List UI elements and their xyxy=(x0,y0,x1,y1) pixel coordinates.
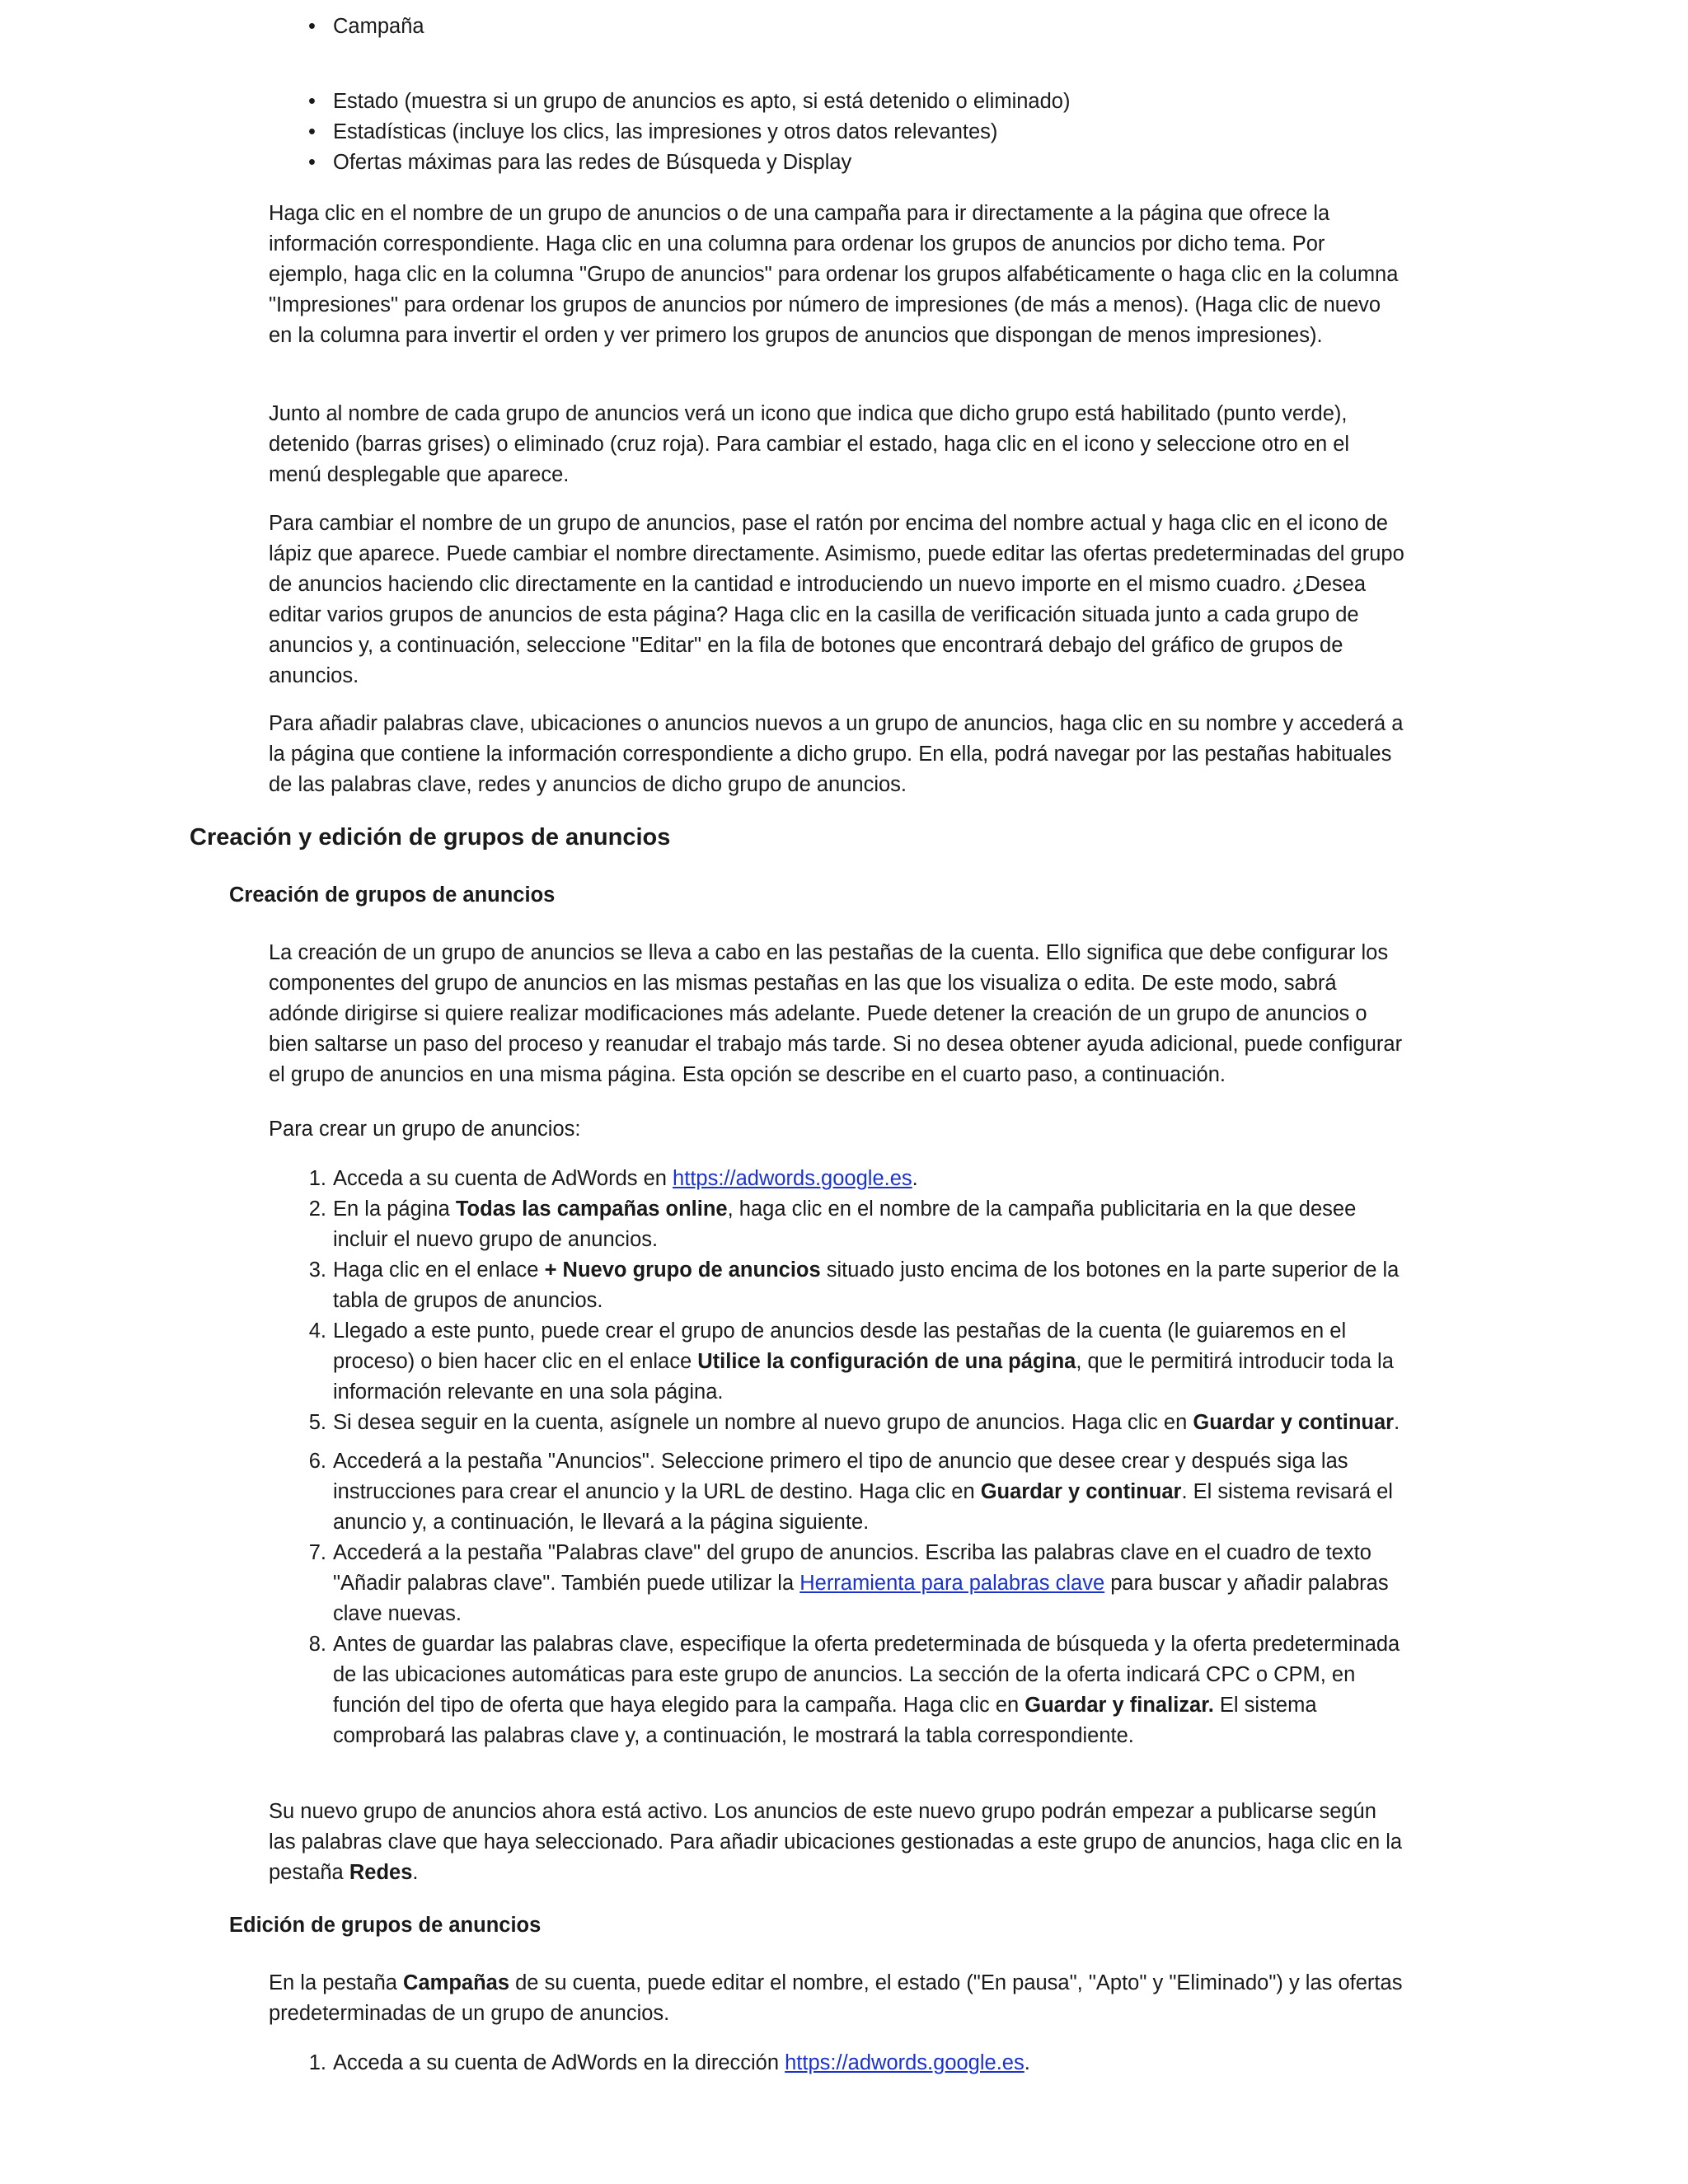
edit-steps xyxy=(269,2048,1406,2079)
creation-steps xyxy=(269,1164,1406,1751)
numbered-step-list xyxy=(269,2048,1406,2079)
paragraph-creation-intro xyxy=(269,938,1406,1090)
list-item: 4. Llegado a este punto, puede crear el grupo de anuncios desde las pestañas de la cuenta (le guiaremos en el proceso) o bien hacer clic en el enlace Utilice la configuración de una página, que le permitirá introducir toda la información relevante en una sola página. xyxy=(308,1319,1394,1404)
paragraph: Junto al nombre de cada grupo de anuncios verá un icono que indica que dicho grupo está habilitado (punto verde), detenido (barras grises) o eliminado (cruz roja). Para cambiar el estado, haga clic en el icono y seleccione otro en el menú desplegable que aparece. xyxy=(269,402,1350,486)
adwords-link[interactable]: https://adwords.google.es xyxy=(785,2051,1025,2074)
paragraph-new-group-active xyxy=(269,1797,1406,1888)
paragraph-create-steps-intro xyxy=(269,1114,1406,1145)
list-item: 1. Acceda a su cuenta de AdWords en https://adwords.google.es. xyxy=(308,1167,918,1190)
paragraph: La creación de un grupo de anuncios se lleva a cabo en las pestañas de la cuenta. Ello significa que debe configurar los componentes del grupo de anuncios en las mismas pestañas en las que los visualiza o edita. De este modo, sabrá adónde dirigirse si quiere realizar modificaciones más adelante. Puede detener la creación de un grupo de anuncios o bien saltarse un paso del proceso y reanudar el trabajo más tarde. Si no desea obtener ayuda adicional, puede configurar el grupo de anuncios en una misma página. Esta opción se describe en el cuarto paso, a continuación. xyxy=(269,941,1403,1086)
list-item: 8. Antes de guardar las palabras clave, especifique la oferta predeterminada de búsqueda y la oferta predeterminada de las ubicaciones automáticas para este grupo de anuncios. La sección de la oferta indicará CPC o CPM, en función del tipo de oferta que haya elegido para la campaña. Haga clic en Guardar y finalizar. El sistema comprobará las palabras clave y, a continuación, le mostrará la tabla correspondiente. xyxy=(308,1633,1400,1747)
list-item: 2. En la página Todas las campañas online, haga clic en el nombre de la campaña publicitaria en la que desee incluir el nuevo grupo de anuncios. xyxy=(308,1197,1357,1251)
list-item: 3. Haga clic en el enlace + Nuevo grupo de anuncios situado justo encima de los botones en la parte superior de la tabla de grupos de anuncios. xyxy=(308,1258,1400,1312)
list-item: 6. Accederá a la pestaña "Anuncios". Seleccione primero el tipo de anuncio que desee crear y después siga las instrucciones para crear el anuncio y la URL de destino. Haga clic en Guardar y continuar. El sistema revisará el anuncio y, a continuación, le llevará a la página siguiente. xyxy=(308,1450,1393,1534)
section-heading: Creación y edición de grupos de anuncios xyxy=(190,824,671,851)
attribute-bullet-list-visible xyxy=(269,87,1470,178)
paragraph-add-keywords xyxy=(269,709,1406,800)
adwords-link[interactable]: https://adwords.google.es xyxy=(673,1167,912,1190)
list-item: • Estadísticas (incluye los clics, las impresiones y otros datos relevantes) xyxy=(333,117,1470,148)
paragraph: Para añadir palabras clave, ubicaciones o anuncios nuevos a un grupo de anuncios, haga clic en su nombre y accederá a la página que contiene la información correspondiente a dicho grupo. En ella, podrá navegar por las pestañas habituales de las palabras clave, redes y anuncios de dicho grupo de anuncios. xyxy=(269,712,1404,796)
list-item: • Ofertas máximas para las redes de Búsqueda y Display xyxy=(333,148,1470,178)
paragraph: Para crear un grupo de anuncios: xyxy=(269,1118,581,1141)
list-item: • Campaña xyxy=(333,12,424,42)
paragraph: En la pestaña Campañas de su cuenta, puede editar el nombre, el estado ("En pausa", "Apto" y "Eliminado") y las ofertas predeterminadas de un grupo de anuncios. xyxy=(269,1971,1403,2025)
list-item: 1. Acceda a su cuenta de AdWords en la dirección https://adwords.google.es. xyxy=(308,2051,1030,2074)
subsection-heading-creation: Creación de grupos de anuncios xyxy=(229,883,556,907)
list-item: 7. Accederá a la pestaña "Palabras clave" del grupo de anuncios. Escriba las palabras clave en el cuadro de texto "Añadir palabras clave". También puede utilizar la Herramienta para palabras clave para buscar y añadir palabras clave nuevas. xyxy=(308,1541,1389,1625)
paragraph-rename xyxy=(269,509,1406,691)
list-item: • Estado (muestra si un grupo de anuncios es apto, si está detenido o eliminado) xyxy=(333,87,1470,117)
keyword-tool-link[interactable]: Herramienta para palabras clave xyxy=(799,1572,1105,1595)
paragraph-status-icons xyxy=(269,399,1406,490)
subsection-heading-edition: Edición de grupos de anuncios xyxy=(229,1914,542,1937)
paragraph: Su nuevo grupo de anuncios ahora está activo. Los anuncios de este nuevo grupo podrán empezar a publicarse según las palabras clave que haya seleccionado. Para añadir ubicaciones gestionadas a este grupo de anuncios, haga clic en la pestaña Redes. xyxy=(269,1800,1403,1884)
paragraph-edit-intro xyxy=(269,1968,1406,2029)
numbered-step-list xyxy=(269,1164,1406,1751)
list-item: 5. Si desea seguir en la cuenta, asígnele un nombre al nuevo grupo de anuncios. Haga clic en Guardar y continuar. xyxy=(308,1411,1400,1434)
paragraph-click-name xyxy=(269,199,1406,351)
paragraph: Para cambiar el nombre de un grupo de anuncios, pase el ratón por encima del nombre actual y haga clic en el icono de lápiz que aparece. Puede cambiar el nombre directamente. Asimismo, puede editar las ofertas predeterminadas del grupo de anuncios haciendo clic directamente en la cantidad e introduciendo un nuevo importe en el mismo cuadro. ¿Desea editar varios grupos de anuncios de esta página? Haga clic en la casilla de verificación situada junto a cada grupo de anuncios y, a continuación, seleccione "Editar" en la fila de botones que encontrará debajo del gráfico de grupos de anuncios. xyxy=(269,512,1404,687)
paragraph: Haga clic en el nombre de un grupo de anuncios o de una campaña para ir directamente a la página que ofrece la información correspondiente. Haga clic en una columna para ordenar los grupos de anuncios por dicho tema. Por ejemplo, haga clic en la columna "Grupo de anuncios" para ordenar los grupos alfabéticamente o haga clic en la columna "Impresiones" para ordenar los grupos de anuncios por número de impresiones (de más a menos). (Haga clic de nuevo en la columna para invertir el orden y ver primero los grupos de anuncios que dispongan de menos impresiones). xyxy=(269,202,1399,347)
